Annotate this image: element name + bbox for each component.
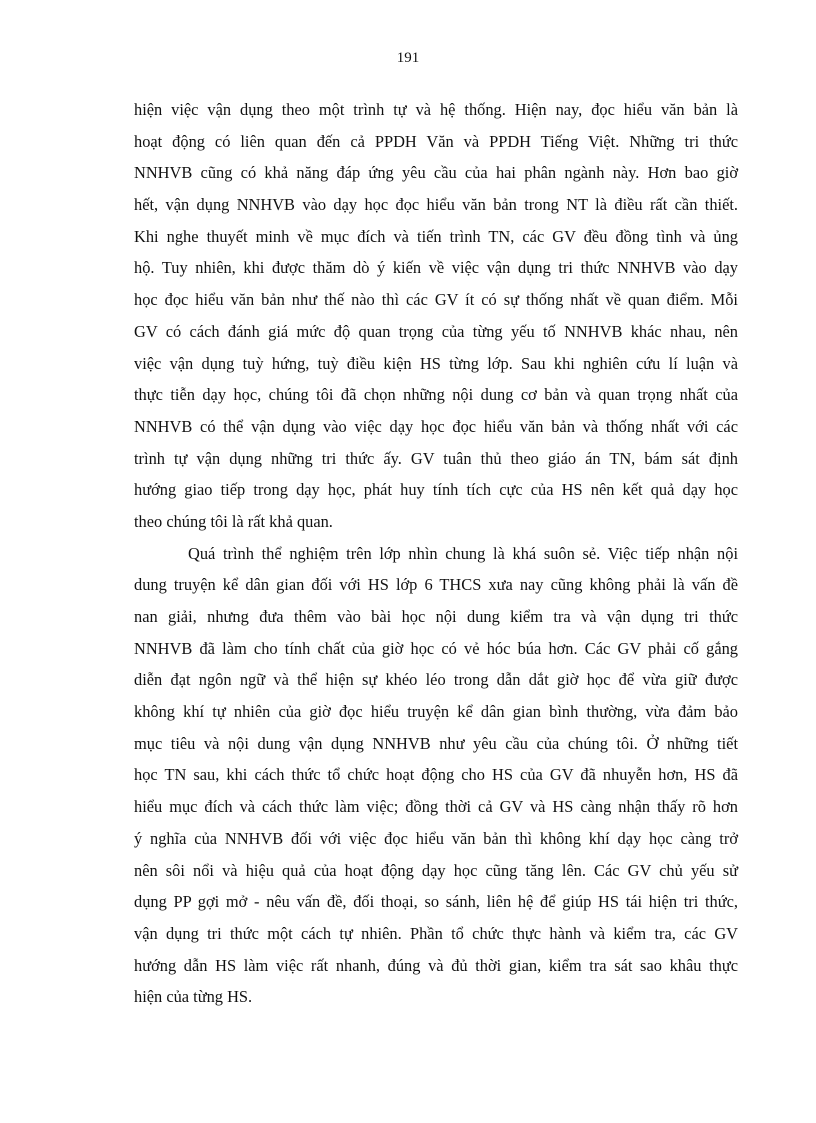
text-line: mục tiêu và nội dung vận dụng NNHVB như yêu cầu của chúng tôi. Ở những tiết bbox=[134, 733, 738, 753]
text-line: hoạt động có liên quan đến cả PPDH Văn và PPDH Tiếng Việt. Những tri thức bbox=[134, 131, 738, 151]
text-line: trình tự vận dụng những tri thức ấy. GV tuân thủ theo giáo án TN, bám sát định bbox=[134, 448, 738, 468]
text-line: hết, vận dụng NNHVB vào dạy học đọc hiểu văn bản trong NT là điều rất cần thiết. bbox=[134, 195, 738, 215]
page-number: 191 bbox=[396, 50, 420, 66]
text-line: NNHVB cũng có khả năng đáp ứng yêu cầu của hai phân ngành này. Hơn bao giờ bbox=[134, 163, 738, 183]
text-line: hướng dẫn HS làm việc rất nhanh, đúng và đủ thời gian, kiểm tra sát sao khâu thực bbox=[134, 955, 738, 975]
text-line: học đọc hiểu văn bản như thế nào thì các GV ít có sự thống nhất về quan điểm. Mỗi bbox=[134, 290, 738, 310]
paragraph bbox=[134, 538, 738, 1013]
text-line: NNHVB đã làm cho tính chất của giờ học có vẻ hóc búa hơn. Các GV phải cố gắng bbox=[134, 638, 738, 658]
text-line: Khi nghe thuyết minh về mục đích và tiến trình TN, các GV đều đồng tình và ủng bbox=[134, 226, 738, 246]
text-line: hướng giao tiếp trong dạy học, phát huy tính tích cực của HS nên kết quả dạy học bbox=[134, 480, 738, 500]
text-line: nan giải, nhưng đưa thêm vào bài học nội dung kiểm tra và vận dụng tri thức bbox=[134, 607, 738, 626]
text-line: hộ. Tuy nhiên, khi được thăm dò ý kiến về việc vận dụng tri thức NNHVB vào dạy bbox=[134, 258, 738, 278]
text-line: diễn đạt ngôn ngữ và thể hiện sự khéo léo trong dẫn dắt giờ học để vừa giữ được bbox=[134, 670, 738, 690]
text-line: dung truyện kể dân gian đối với HS lớp 6 THCS xưa nay cũng không phải là vấn đề bbox=[134, 575, 738, 595]
paragraph bbox=[134, 94, 738, 538]
body-text bbox=[134, 94, 738, 1013]
text-line: hiểu mục đích và cách thức làm việc; đồng thời cả GV và HS càng nhận thấy rõ hơn bbox=[134, 797, 738, 817]
text-line: nên sôi nổi và hiệu quả của hoạt động dạy học cũng tăng lên. Các GV chủ yếu sử bbox=[134, 860, 738, 880]
text-line: theo chúng tôi là rất khả quan. bbox=[134, 511, 333, 531]
text-line: ý nghĩa của NNHVB đối với việc đọc hiểu văn bản thì không khí dạy học càng trở bbox=[134, 828, 738, 848]
text-line: GV có cách đánh giá mức độ quan trọng của từng yếu tố NNHVB khác nhau, nên bbox=[134, 321, 738, 341]
text-line: hiện của từng HS. bbox=[134, 987, 253, 1007]
text-line: hiện việc vận dụng theo một trình tự và hệ thống. Hiện nay, đọc hiểu văn bản là bbox=[134, 100, 738, 119]
text-line: vận dụng tri thức một cách tự nhiên. Phần tổ chức thực hành và kiểm tra, các GV bbox=[134, 923, 738, 943]
text-line: Quá trình thể nghiệm trên lớp nhìn chung là khá suôn sẻ. Việc tiếp nhận nội bbox=[188, 543, 738, 563]
text-line: thực tiễn dạy học, chúng tôi đã chọn những nội dung cơ bản và quan trọng nhất của bbox=[134, 385, 738, 405]
text-line: dụng PP gợi mở - nêu vấn đề, đối thoại, so sánh, liên hệ để giúp HS tái hiện tri thức, bbox=[134, 892, 738, 912]
text-line: không khí tự nhiên của giờ đọc hiểu truyện kể dân gian bình thường, vừa đảm bảo bbox=[134, 702, 738, 722]
text-line: NNHVB có thể vận dụng vào việc dạy học đọc hiểu văn bản và thống nhất với các bbox=[134, 416, 738, 436]
text-line: việc vận dụng tuỳ hứng, tuỳ điều kiện HS từng lớp. Sau khi nghiên cứu lí luận và bbox=[134, 353, 738, 373]
text-line: học TN sau, khi cách thức tổ chức hoạt động cho HS của GV đã nhuyễn hơn, HS đã bbox=[134, 765, 738, 785]
